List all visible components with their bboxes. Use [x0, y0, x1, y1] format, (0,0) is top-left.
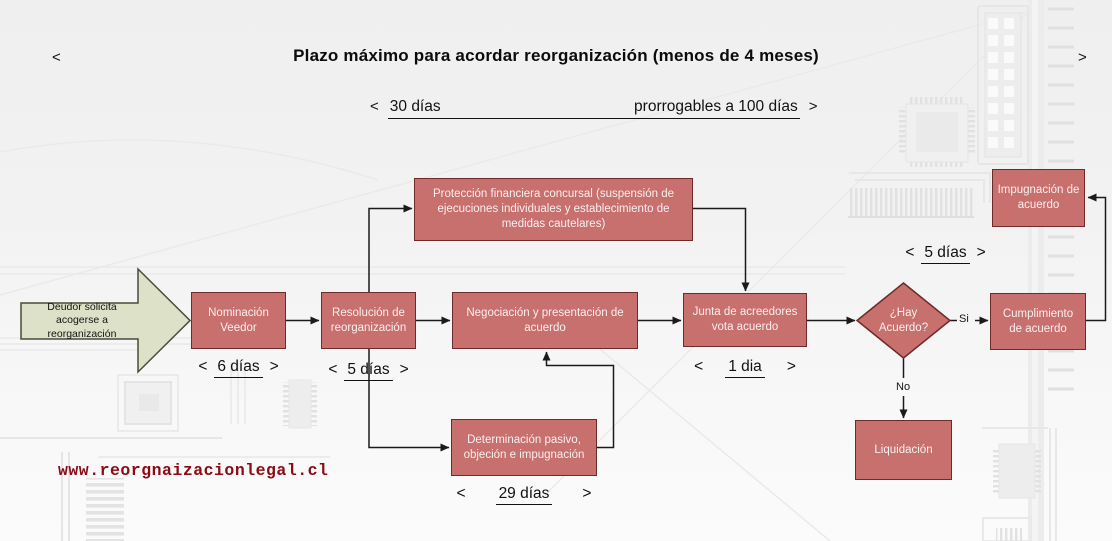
timeline-right-chevron: > [808, 98, 818, 115]
node-decision-hay-acuerdo: ¿Hay Acuerdo? [878, 307, 929, 334]
edge-label-no: No [896, 381, 911, 393]
node-nominacion-veedor: Nominación Veedor [191, 292, 286, 349]
duration-left-chevron: < [198, 358, 208, 375]
timeline-end-label: prorrogables a 100 días [634, 98, 798, 115]
edge-resolucion-proteccion [369, 209, 412, 293]
duration-right-chevron: > [399, 361, 409, 378]
duration-value: 5 días [344, 361, 392, 381]
timeline-start-label: 30 días [389, 98, 441, 115]
page-title: Plazo máximo para acordar reorganización (menos de 4 meses) [293, 46, 819, 65]
node-liquidacion: Liquidación [855, 420, 952, 480]
duration-left-chevron: < [456, 485, 466, 502]
node-cumplimiento-acuerdo: Cumplimiento de acuerdo [990, 293, 1086, 350]
duration-value: 1 dia [725, 358, 765, 378]
edge-label-si: Si [959, 313, 969, 325]
timeline-span [370, 98, 818, 119]
duration-determinacion [451, 485, 597, 505]
edge-proteccion-junta [693, 209, 746, 292]
node-determinacion-pasivo: Determinación pasivo, objeción e impugnación [451, 419, 597, 476]
duration-impugnacion [893, 244, 998, 264]
duration-value: 29 días [496, 485, 553, 505]
node-negociacion-acuerdo: Negociación y presentación de acuerdo [452, 292, 638, 349]
duration-right-chevron: > [269, 358, 279, 375]
duration-junta [683, 358, 807, 378]
node-junta-acreedores: Junta de acreedores vota acuerdo [683, 293, 807, 347]
timeline-underline [388, 98, 800, 119]
duration-left-chevron: < [694, 358, 704, 375]
website-url: www.reorgnaizacionlegal.cl [58, 461, 329, 480]
duration-resolucion [321, 361, 416, 381]
title-left-chevron: < [52, 49, 61, 66]
edge-cumplimiento-impugnacion [1086, 198, 1106, 321]
duration-right-chevron: > [976, 244, 986, 261]
node-impugnacion-acuerdo: Impugnación de acuerdo [992, 169, 1085, 227]
node-resolucion-reorganizacion: Resolución de reorganización [321, 292, 416, 349]
duration-nominacion [191, 358, 286, 378]
duration-value: 5 días [921, 244, 969, 264]
node-proteccion-financiera: Protección financiera concursal (suspensión de ejecuciones individuales y establecimiento de medidas cautelares) [414, 178, 693, 241]
duration-left-chevron: < [328, 361, 338, 378]
timeline-left-chevron: < [370, 98, 379, 115]
node-deudor-solicita: Deudor solicita acogerse a reorganización [47, 301, 117, 340]
duration-left-chevron: < [905, 244, 915, 261]
duration-value: 6 días [214, 358, 262, 378]
duration-right-chevron: > [786, 358, 796, 375]
duration-right-chevron: > [582, 485, 592, 502]
title-right-chevron: > [1078, 49, 1087, 66]
